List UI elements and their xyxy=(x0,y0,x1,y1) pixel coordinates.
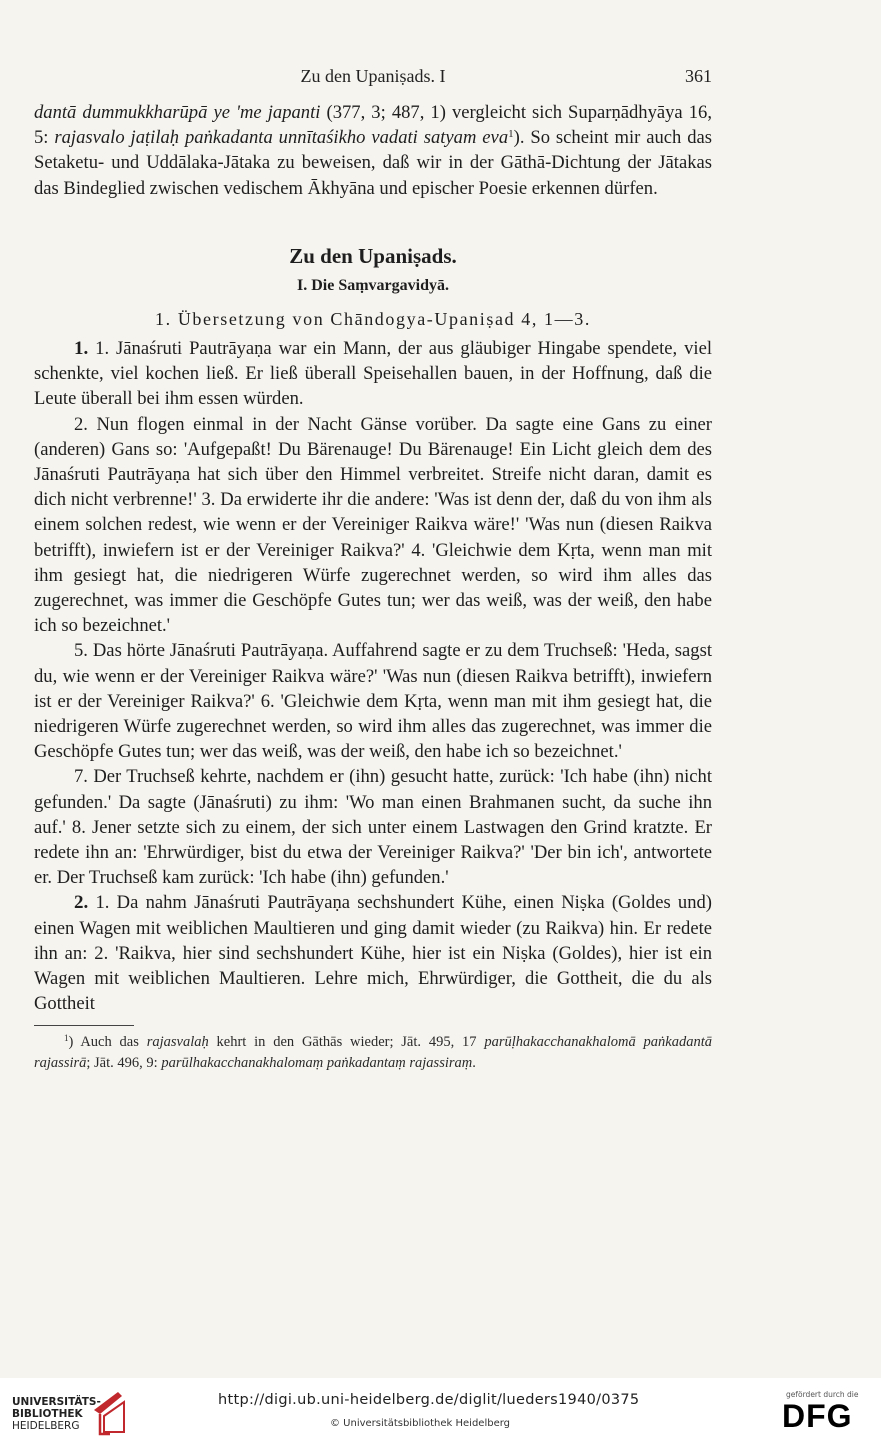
paragraph: 5. Das hörte Jānaśruti Pautrāyaṇa. Auffahrend sagte er zu dem Truchseß: 'Heda, sagst du, wie wenn er der Vereiniger Raikva wäre?' 'Was nun (diesen Raikva betrifft), inwiefern ist er der Vereiniger Raikva?' 6. 'Gleichwie dem Kṛta, wenn man mit ihm gesiegt hat, die niedrigeren Würfe zugerechnet werden, so wird ihm alles das zugerechnet, was immer die Geschöpfe Gutes tun; wer das weiß, was der weiß, den habe ich so bezeichnet.' xyxy=(34,640,712,763)
intro-paragraph: dantā dummukkharūpā ye 'me japanti (377, 3; 487, 1) vergleicht sich Suparṇādhyāya 16, 5: rajasvalo jaṭilaḥ paṅkadanta unnītaśikho vadati satyam eva$^1$). So scheint mir auch das Setaketu- und Uddālaka-Jātaka zu beweisen, daß wir in der Gāthā-Dichtung der Jātakas das Bindeglied zwischen vedischem Ākhyāna und epischer Poesie erkennen dürfen. xyxy=(34,102,712,199)
paragraph: 2. 1. Da nahm Jānaśruti Pautrāyaṇa sechshundert Kühe, einen Niṣka (Goldes und) einen Wagen mit weiblichen Maultieren und ging damit wieder (zu Raikva) hin. Er redete ihn an: 2. 'Raikva, hier sind sechshundert Kühe, hier ist ein Niṣka (Goldes), hier ist ein Wagen mit weiblichen Maultieren. Lehre mich, Ehrwürdiger, die Gottheit, die du als Gottheit xyxy=(34,892,712,1015)
library-logo[interactable] xyxy=(12,1386,212,1436)
library-name: UNIVERSITÄTS- BIBLIOTHEK HEIDELBERG xyxy=(12,1396,101,1432)
paragraph: 1. 1. Jānaśruti Pautrāyaṇa war ein Mann, der aus gläubiger Hingabe spendete, viel schenkte, viel kochen ließ. Er ließ überall Speisehallen bauen, in der Hoffnung, daß die Leute überall bei ihm essen würden. xyxy=(34,338,712,410)
library-mark-icon xyxy=(90,1388,130,1436)
page-content xyxy=(34,100,712,1074)
paragraph: 7. Der Truchseß kehrte, nachdem er (ihn) gesucht hatte, zurück: 'Ich habe (ihn) nicht gefunden.' Da sagte (Jānaśruti) zu ihm: 'Wo man einen Brahmanen sucht, da suche ihn auf.' 8. Jener setzte sich zu einem, der sich unter einem Lastwagen den Grind kratzte. Er redete ihn an: 'Ehrwürdiger, bist du etwa der Vereiniger Raikva?' 'Der bin ich', antwortete er. Der Truchseß kam zurück: 'Ich habe (ihn) gefunden.' xyxy=(34,766,712,889)
running-header xyxy=(34,66,712,90)
copyright-notice: © Universitätsbibliothek Heidelberg xyxy=(330,1418,511,1429)
translation-title: 1. Übersetzung von Chāndogya-Upaniṣad 4, 1—3. xyxy=(155,308,591,329)
sub-title: I. Die Saṃvargavidyā. xyxy=(297,276,449,294)
footnote-divider xyxy=(34,1025,134,1026)
dfg-logo[interactable]: DFG xyxy=(782,1398,853,1434)
footnote: $^1$) Auch das rajasvalaḥ kehrt in den Gāthās wieder; Jāt. 495, 17 parūḷhakacchanakhalomā paṅkadantā rajassirā; Jāt. 496, 9: parūlhakacchanakhalomaṃ paṅkadantaṃ rajassiraṃ. xyxy=(34,1032,713,1071)
permalink-url[interactable]: http://digi.ub.uni-heidelberg.de/diglit/lueders1940/0375 xyxy=(218,1392,640,1408)
page-number: 361 xyxy=(685,66,712,86)
section-title: Zu den Upaniṣads. xyxy=(289,243,457,268)
running-title: Zu den Upaniṣads. I xyxy=(300,66,446,86)
funded-by-label: gefördert durch die xyxy=(786,1390,859,1399)
footer-bar xyxy=(0,1378,881,1443)
paragraph: 2. Nun flogen einmal in der Nacht Gänse vorüber. Da sagte eine Gans zu einer (anderen) Gans so: 'Aufgepaßt! Du Bärenauge! Du Bärenauge! Ein Licht gleich dem des Jānaśruti Pautrāyaṇa hat sich über den Himmel verbreitet. Streife nicht daran, damit es dich nicht verbrenne!' 3. Da erwiderte ihr die andere: 'Was ist denn der, daß du von ihm als einem solchen redest, wie wenn er der Vereiniger Raikva wäre!' 'Was nun (diesen Raikva betrifft), inwiefern ist er der Vereiniger Raikva?' 4. 'Gleichwie dem Kṛta, wenn man mit ihm gesiegt hat, die niedrigeren Würfe zugerechnet werden, so wird ihm alles das zugerechnet, was immer die Geschöpfe Gutes tun; wer das weiß, was der weiß, den habe ich so bezeichnet.' xyxy=(34,413,712,637)
